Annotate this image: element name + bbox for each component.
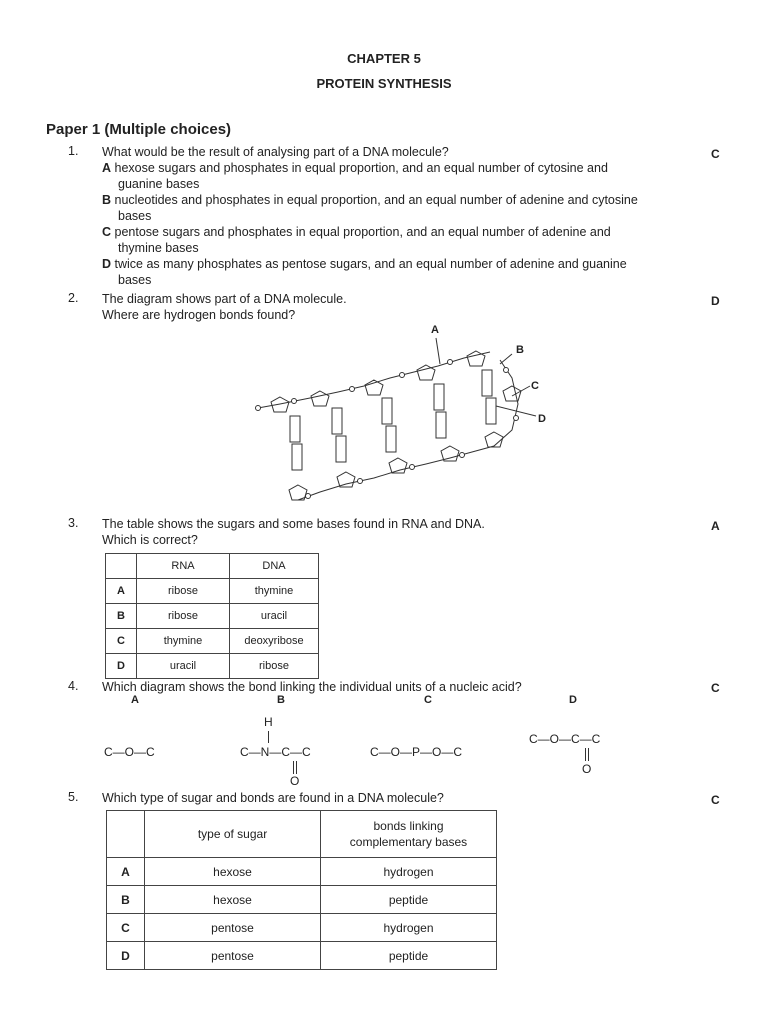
answer-key: D	[711, 294, 720, 308]
row-letter: B	[106, 604, 137, 629]
structure-label-d: D	[569, 694, 577, 706]
table-row	[106, 629, 319, 654]
diagram-label-b: B	[516, 344, 524, 356]
table-row	[106, 654, 319, 679]
sugar-bonds-table	[106, 810, 497, 970]
structure-label-c: C	[424, 694, 432, 706]
table-cell: hexose	[145, 858, 321, 886]
option-letter: A	[102, 161, 112, 175]
table-cell: uracil	[137, 654, 230, 679]
table-row	[106, 604, 319, 629]
structure-b: C—N—C—C	[240, 745, 311, 759]
table-cell: uracil	[230, 604, 319, 629]
question-number: 3.	[68, 516, 79, 530]
question-text: The diagram shows part of a DNA molecule.	[102, 292, 347, 306]
question-number: 4.	[68, 679, 79, 693]
structure-a: C—O—C	[104, 745, 155, 759]
structure-b-oxygen: O	[290, 774, 300, 788]
question-1	[102, 144, 702, 288]
option-text-cont: bases	[118, 209, 152, 223]
option-text: nucleotides and phosphates in equal proportion, and an equal number of adenine and cytosine	[114, 193, 638, 207]
table-cell: hydrogen	[321, 914, 497, 942]
question-3	[102, 516, 662, 548]
diagram-label-c: C	[531, 380, 539, 392]
question-number: 5.	[68, 790, 79, 804]
table-row	[107, 858, 497, 886]
question-text: The table shows the sugars and some bases found in RNA and DNA.	[102, 517, 485, 531]
answer-key: A	[711, 519, 720, 533]
table-header-line: bonds linking	[373, 819, 444, 833]
row-letter: D	[106, 654, 137, 679]
row-letter: A	[106, 579, 137, 604]
question-number: 1.	[68, 144, 79, 158]
option-a	[102, 160, 702, 192]
table-cell: pentose	[145, 914, 321, 942]
table-header	[106, 554, 137, 579]
chapter-heading: CHAPTER 5	[347, 51, 421, 66]
question-text-2: Where are hydrogen bonds found?	[102, 308, 296, 322]
structure-label-a: A	[131, 694, 139, 706]
bond-line	[296, 761, 297, 774]
row-letter: C	[106, 629, 137, 654]
table-cell: thymine	[137, 629, 230, 654]
table-header: RNA	[137, 554, 230, 579]
structure-c: C—O—P—O—C	[370, 745, 463, 759]
table-header-row	[107, 811, 497, 858]
structure-label-b: B	[277, 694, 285, 706]
answer-key: C	[711, 793, 720, 807]
table-cell: ribose	[137, 579, 230, 604]
question-5	[102, 790, 662, 806]
answer-key: C	[711, 147, 720, 161]
structure-d-oxygen: O	[582, 762, 592, 776]
table-header-row	[106, 554, 319, 579]
row-letter: C	[107, 914, 145, 942]
table-cell: peptide	[321, 886, 497, 914]
answer-key: C	[711, 681, 720, 695]
question-text-2: Which is correct?	[102, 533, 198, 547]
table-header: DNA	[230, 554, 319, 579]
section-heading: Paper 1 (Multiple choices)	[46, 121, 232, 138]
option-text: pentose sugars and phosphates in equal proportion, and an equal number of adenine and	[114, 225, 611, 239]
option-text: twice as many phosphates as pentose sugars, and an equal number of adenine and guanine	[114, 257, 627, 271]
table-cell: deoxyribose	[230, 629, 319, 654]
table-cell: hydrogen	[321, 858, 497, 886]
table-cell: peptide	[321, 942, 497, 970]
option-c	[102, 224, 702, 256]
table-cell: ribose	[230, 654, 319, 679]
option-letter: C	[102, 225, 112, 239]
table-row	[106, 579, 319, 604]
table-header	[321, 811, 497, 858]
page-title: PROTEIN SYNTHESIS	[316, 76, 452, 91]
row-letter: B	[107, 886, 145, 914]
bond-line	[585, 748, 586, 761]
option-letter: B	[102, 193, 112, 207]
table-cell: pentose	[145, 942, 321, 970]
row-letter: A	[107, 858, 145, 886]
table-row	[107, 914, 497, 942]
table-cell: ribose	[137, 604, 230, 629]
option-d	[102, 256, 702, 288]
question-2	[102, 291, 662, 323]
structure-b-hydrogen: H	[264, 715, 273, 729]
table-header-line: complementary bases	[349, 835, 468, 849]
option-text-cont: guanine bases	[118, 177, 200, 191]
structure-d: C—O—C—C	[529, 732, 601, 746]
sugars-bases-table	[105, 553, 319, 679]
bond-line	[588, 748, 589, 761]
question-text: What would be the result of analysing part of a DNA molecule?	[102, 145, 449, 159]
option-text-cont: thymine bases	[118, 241, 199, 255]
option-b	[102, 192, 702, 224]
bond-line	[293, 761, 294, 774]
row-letter: D	[107, 942, 145, 970]
diagram-label-a: A	[431, 324, 439, 336]
table-cell: hexose	[145, 886, 321, 914]
question-text: Which type of sugar and bonds are found in a DNA molecule?	[102, 791, 444, 805]
table-row	[107, 942, 497, 970]
bond-line	[268, 731, 269, 743]
table-row	[107, 886, 497, 914]
diagram-label-d: D	[538, 413, 546, 425]
question-text: Which diagram shows the bond linking the individual units of a nucleic acid?	[102, 680, 522, 694]
table-cell: thymine	[230, 579, 319, 604]
table-header	[107, 811, 145, 858]
option-letter: D	[102, 257, 112, 271]
question-number: 2.	[68, 291, 79, 305]
table-header: type of sugar	[145, 811, 321, 858]
option-text-cont: bases	[118, 273, 152, 287]
option-text: hexose sugars and phosphates in equal proportion, and an equal number of cytosine and	[114, 161, 608, 175]
question-4	[102, 679, 682, 695]
